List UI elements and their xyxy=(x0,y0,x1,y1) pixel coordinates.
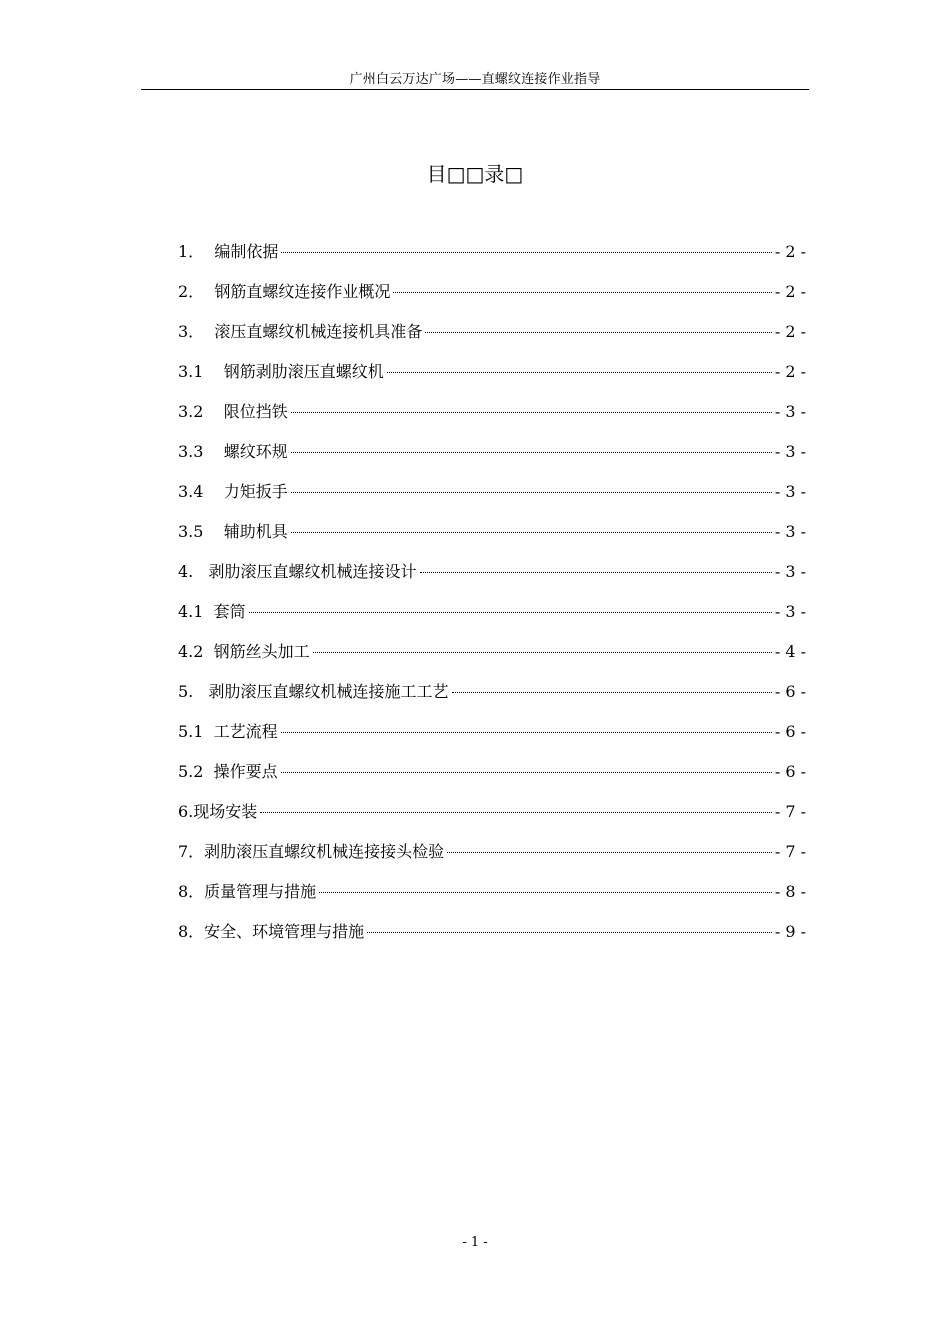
toc-entry-label: 3.2 限位挡铁 xyxy=(178,402,288,421)
toc-entry-label: 5.1 工艺流程 xyxy=(178,722,278,741)
toc-dot-leader xyxy=(387,372,772,373)
toc-entry[interactable] xyxy=(178,399,806,439)
toc-entry[interactable] xyxy=(178,599,806,639)
toc-entry-label: 3． 滚压直螺纹机械连接机具准备 xyxy=(178,322,423,341)
toc-entry-page: - 8 - xyxy=(774,882,806,901)
toc-entry[interactable] xyxy=(178,239,806,279)
toc-dot-leader xyxy=(260,812,772,813)
toc-entry-label: 4.2 钢筋丝头加工 xyxy=(178,642,310,661)
toc-entry-label: 5. 剥肋滚压直螺纹机械连接施工工艺 xyxy=(178,682,449,701)
toc-entry-page: - 2 - xyxy=(774,242,806,261)
toc-entry-page: - 2 - xyxy=(774,362,806,381)
toc-entry-label: 2． 钢筋直螺纹连接作业概况 xyxy=(178,282,391,301)
page-header xyxy=(141,68,809,90)
toc-entry[interactable] xyxy=(178,719,806,759)
toc-entry-label: 7．剥肋滚压直螺纹机械连接接头检验 xyxy=(178,842,445,861)
toc-entry-label: 1． 编制依据 xyxy=(178,242,279,261)
toc-entry-page: - 7 - xyxy=(774,802,806,821)
toc-dot-leader xyxy=(313,652,772,653)
toc-entry-page: - 6 - xyxy=(774,722,806,741)
toc-dot-leader xyxy=(291,452,772,453)
toc-entry[interactable] xyxy=(178,879,806,919)
toc-dot-leader xyxy=(291,492,772,493)
toc-dot-leader xyxy=(425,332,771,333)
toc-entry-page: - 3 - xyxy=(774,562,806,581)
toc-entry[interactable] xyxy=(178,479,806,519)
toc-dot-leader xyxy=(291,532,772,533)
toc-entry[interactable] xyxy=(178,439,806,479)
toc-entry-page: - 3 - xyxy=(774,402,806,421)
toc-entry-page: - 3 - xyxy=(774,482,806,501)
toc-dot-leader xyxy=(281,772,772,773)
toc-dot-leader xyxy=(319,892,772,893)
toc-dot-leader xyxy=(291,412,772,413)
toc-entry[interactable] xyxy=(178,519,806,559)
toc-entry-page: - 3 - xyxy=(774,442,806,461)
toc-entry-label: 4.1 套筒 xyxy=(178,602,246,621)
toc-dot-leader xyxy=(249,612,772,613)
page-number: - 1 - xyxy=(462,1235,488,1250)
toc-entry-label: 3.3 螺纹环规 xyxy=(178,442,288,461)
toc-entry-page: - 9 - xyxy=(774,922,806,941)
toc-entry-page: - 7 - xyxy=(774,842,806,861)
toc-dot-leader xyxy=(281,252,771,253)
header-title: 广州白云万达广场——直螺纹连接作业指导 xyxy=(349,72,601,87)
toc-dot-leader xyxy=(447,852,772,853)
toc-entry-page: - 2 - xyxy=(774,282,806,301)
toc-entry-page: - 3 - xyxy=(774,602,806,621)
toc-entry-page: - 6 - xyxy=(774,682,806,701)
toc-entry[interactable] xyxy=(178,559,806,599)
toc-entry[interactable] xyxy=(178,639,806,679)
toc-entry-label: 3.4 力矩扳手 xyxy=(178,482,288,501)
toc-entry-page: - 6 - xyxy=(774,762,806,781)
toc-entry[interactable] xyxy=(178,799,806,839)
toc-title: 目□□录□ xyxy=(426,162,524,186)
toc-entry-label: 3.1 钢筋剥肋滚压直螺纹机 xyxy=(178,362,384,381)
toc-entry[interactable] xyxy=(178,839,806,879)
toc-entry[interactable] xyxy=(178,679,806,719)
toc-entry[interactable] xyxy=(178,759,806,799)
toc-entry-label: 3.5 辅助机具 xyxy=(178,522,288,541)
toc-entry[interactable] xyxy=(178,919,806,959)
toc-entry[interactable] xyxy=(178,279,806,319)
toc-dot-leader xyxy=(281,732,772,733)
toc-entry-label: 6.现场安装 xyxy=(178,802,258,821)
toc-entry-label: 8．质量管理与措施 xyxy=(178,882,317,901)
toc-entry-page: - 3 - xyxy=(774,522,806,541)
toc-entry-label: 4. 剥肋滚压直螺纹机械连接设计 xyxy=(178,562,417,581)
toc-entry[interactable] xyxy=(178,359,806,399)
toc-dot-leader xyxy=(420,572,772,573)
toc-entry-label: 5.2 操作要点 xyxy=(178,762,278,781)
toc-entry-label: 8．安全、环境管理与措施 xyxy=(178,922,365,941)
toc-entry-page: - 2 - xyxy=(774,322,806,341)
toc-dot-leader xyxy=(393,292,771,293)
table-of-contents xyxy=(178,239,806,959)
toc-dot-leader xyxy=(367,932,772,933)
toc-entry[interactable] xyxy=(178,319,806,359)
toc-dot-leader xyxy=(452,692,772,693)
toc-entry-page: - 4 - xyxy=(774,642,806,661)
